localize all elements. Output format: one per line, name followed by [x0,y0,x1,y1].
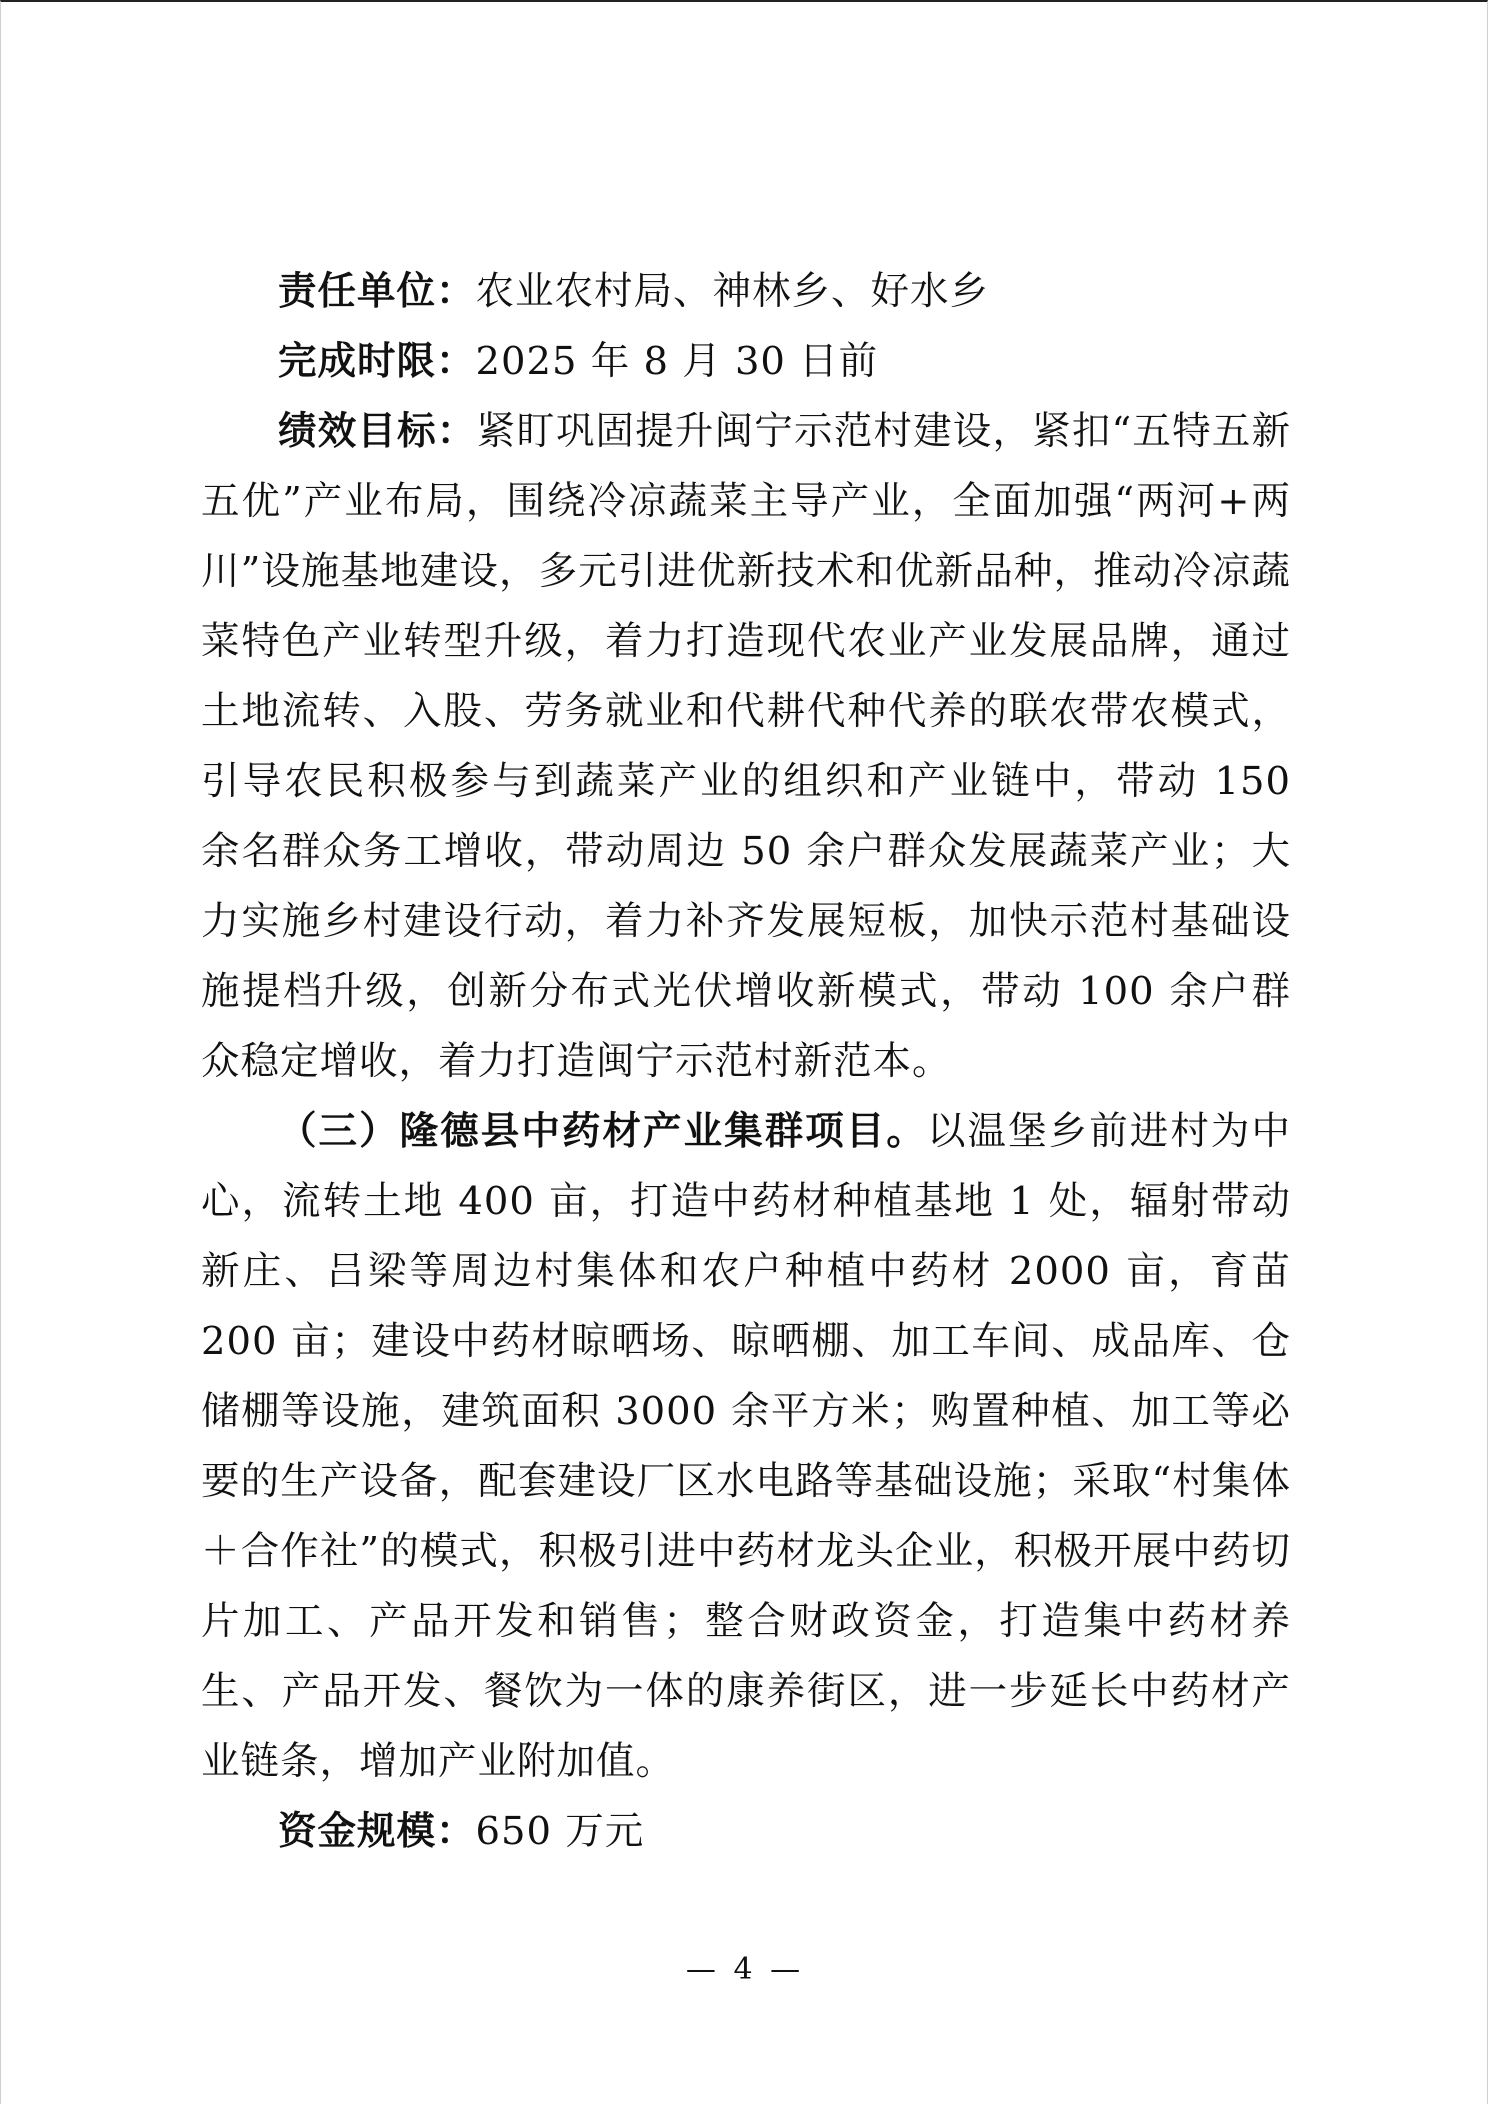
section-three-heading: （三）隆德县中药材产业集群项目。 [278,1109,927,1154]
page-number: — 4 — [685,1952,805,1987]
section-three-paragraph [201,1097,1291,1797]
section-three-text: 以温堡乡前进村为中心，流转土地 400 亩，打造中药材种植基地 1 处，辐射带动新庄、吕梁等周边村集体和农户种植中药材 2000 亩，育苗 200 亩；建设中药材晾晒场、晾晒棚、加工车间、成品库、仓储棚等设施，建筑面积 3000 余平方米；购置种植、加工等必要的生产设备，配套建设厂区水电路等基础设施；采取“村集体＋合作社”的模式，积极引进中药材龙头企业，积极开展中药切片加工、产品开发和销售；整合财政资金，打造集中药材养生、产品开发、餐饮为一体的康养街区，进一步延长中药材产业链条，增加产业附加值。 [201,1109,1291,1784]
responsible-unit-paragraph [201,257,1291,327]
performance-goal-label: 绩效目标： [278,409,477,454]
funding-paragraph [201,1797,1291,1867]
funding-value: 650 万元 [475,1809,645,1854]
deadline-paragraph [201,327,1291,397]
document-body [201,257,1291,1867]
performance-goal-value: 紧盯巩固提升闽宁示范村建设，紧扣“五特五新五优”产业布局，围绕冷凉蔬菜主导产业，全面加强“两河+两川”设施基地建设，多元引进优新技术和优新品种，推动冷凉蔬菜特色产业转型升级，着力打造现代农业产业发展品牌，通过土地流转、入股、劳务就业和代耕代种代养的联农带农模式，引导农民积极参与到蔬菜产业的组织和产业链中，带动 150 余名群众务工增收，带动周边 50 余户群众发展蔬菜产业；大力实施乡村建设行动，着力补齐发展短板，加快示范村基础设施提档升级，创新分布式光伏增收新模式，带动 100 余户群众稳定增收，着力打造闽宁示范村新范本。 [201,409,1291,1084]
deadline-value: 2025 年 8 月 30 日前 [475,339,879,384]
responsible-unit-value: 农业农村局、神林乡、好水乡 [475,269,990,314]
funding-label: 资金规模： [278,1809,476,1854]
responsible-unit-label: 责任单位： [278,269,476,314]
deadline-label: 完成时限： [278,339,476,384]
performance-goal-paragraph [201,397,1291,1097]
